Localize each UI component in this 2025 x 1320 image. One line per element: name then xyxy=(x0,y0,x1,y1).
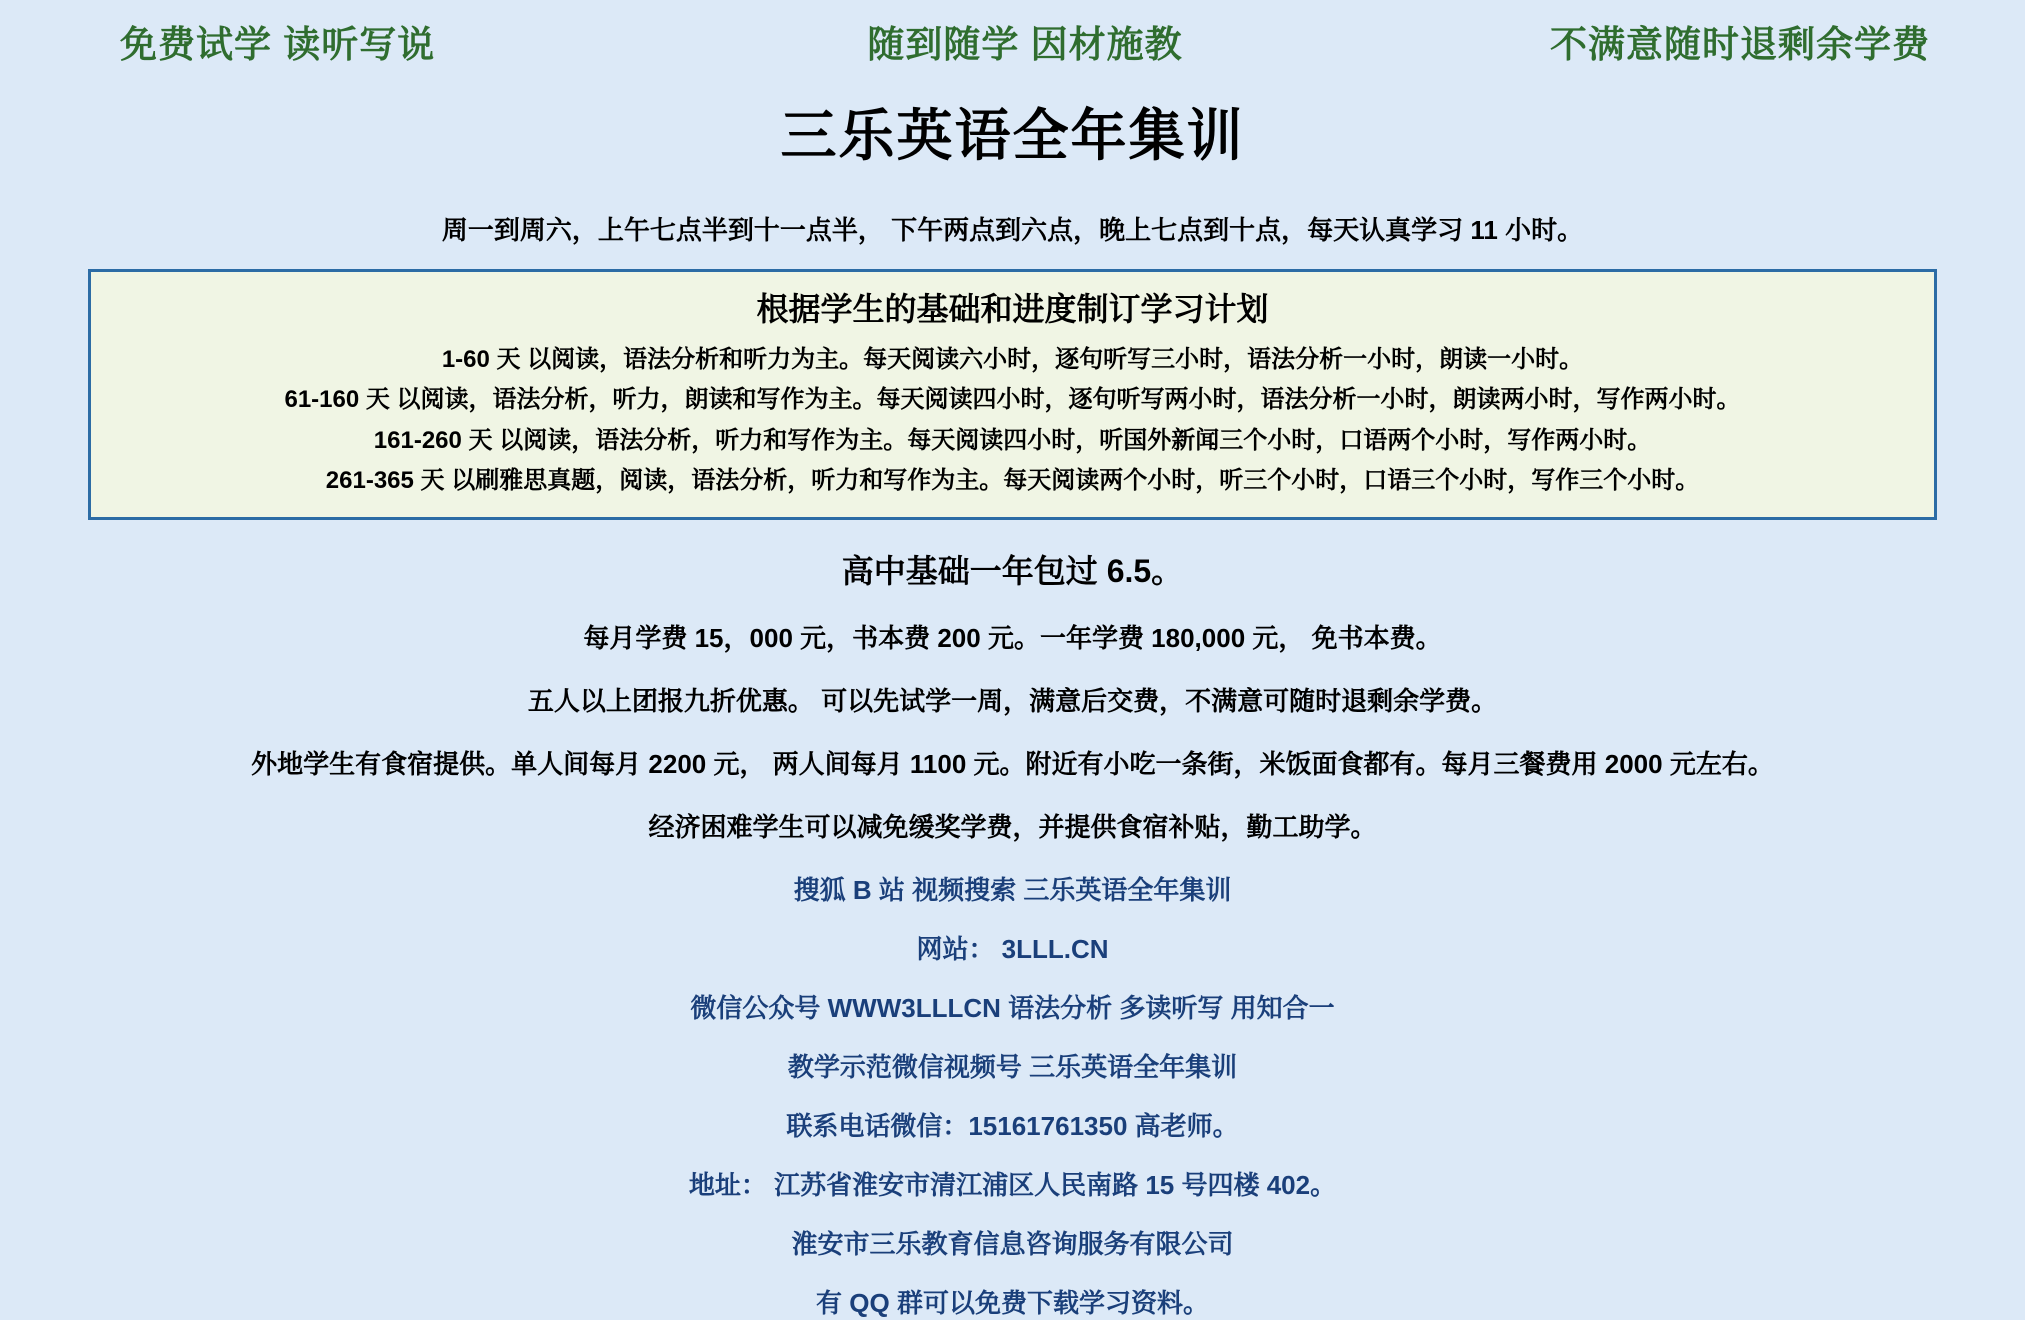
slogan-right: 不满意随时退剩余学费 xyxy=(1550,24,1930,65)
info-line-discount: 五人以上团报九折优惠。 可以先试学一周，满意后交费，不满意可随时退剩余学费。 xyxy=(527,686,1498,717)
study-plan-item: 61-160 天 以阅读，语法分析，听力，朗读和写作为主。每天阅读四小时，逐句听写两小时，语法分析一小时，朗读两小时，写作两小时。 xyxy=(284,386,1741,414)
slogan-center: 随到随学 因材施教 xyxy=(867,24,1183,65)
contact-address: 地址： 江苏省淮安市清江浦区人民南路 15 号四楼 402。 xyxy=(688,1170,1337,1201)
contact-phone[interactable]: 联系电话微信：15161761350 高老师。 xyxy=(786,1111,1239,1142)
contact-website[interactable]: 网站： 3LLL.CN xyxy=(916,934,1109,965)
slogan-row xyxy=(0,0,2025,68)
info-line-financial-aid: 经济困难学生可以减免缓奖学费，并提供食宿补贴，勤工助学。 xyxy=(648,812,1377,843)
schedule-text: 周一到周六，上午七点半到十一点半， 下午两点到六点，晚上七点到十点，每天认真学习 11 小时。 xyxy=(441,215,1584,245)
study-plan-item: 261-365 天 以刷雅思真题，阅读，语法分析，听力和写作为主。每天阅读两个小时，听三个小时，口语三个小时，写作三个小时。 xyxy=(325,466,1700,494)
page-title: 三乐英语全年集训 xyxy=(780,104,1245,167)
info-line-tuition: 每月学费 15，000 元，书本费 200 元。一年学费 180,000 元， 免书本费。 xyxy=(583,623,1442,654)
contact-video-platforms[interactable]: 搜狐 B 站 视频搜索 三乐英语全年集训 xyxy=(793,875,1232,906)
info-line-accommodation: 外地学生有食宿提供。单人间每月 2200 元， 两人间每月 1100 元。附近有小吃一条街，米饭面食都有。每月三餐费用 2000 元左右。 xyxy=(251,749,1774,780)
slogan-left: 免费试学 读听写说 xyxy=(120,24,436,65)
contact-qq-group: 有 QQ 群可以免费下载学习资料。 xyxy=(816,1288,1209,1319)
contact-wechat-official[interactable]: 微信公众号 WWW3LLLCN 语法分析 多读听写 用知合一 xyxy=(690,993,1335,1024)
guarantee-text: 高中基础一年包过 6.5。 xyxy=(841,553,1184,590)
contact-company: 淮安市三乐教育信息咨询服务有限公司 xyxy=(791,1229,1234,1260)
study-plan-item: 1-60 天 以阅读，语法分析和听力为主。每天阅读六小时，逐句听写三小时，语法分析一小时，朗读一小时。 xyxy=(441,346,1584,373)
study-plan-box xyxy=(88,269,1937,520)
study-plan-item: 161-260 天 以阅读，语法分析，听力和写作为主。每天阅读四小时，听国外新闻三个小时，口语两个小时，写作两小时。 xyxy=(373,426,1652,454)
study-plan-title: 根据学生的基础和进度制订学习计划 xyxy=(756,291,1269,327)
contact-wechat-channel[interactable]: 教学示范微信视频号 三乐英语全年集训 xyxy=(787,1052,1238,1083)
